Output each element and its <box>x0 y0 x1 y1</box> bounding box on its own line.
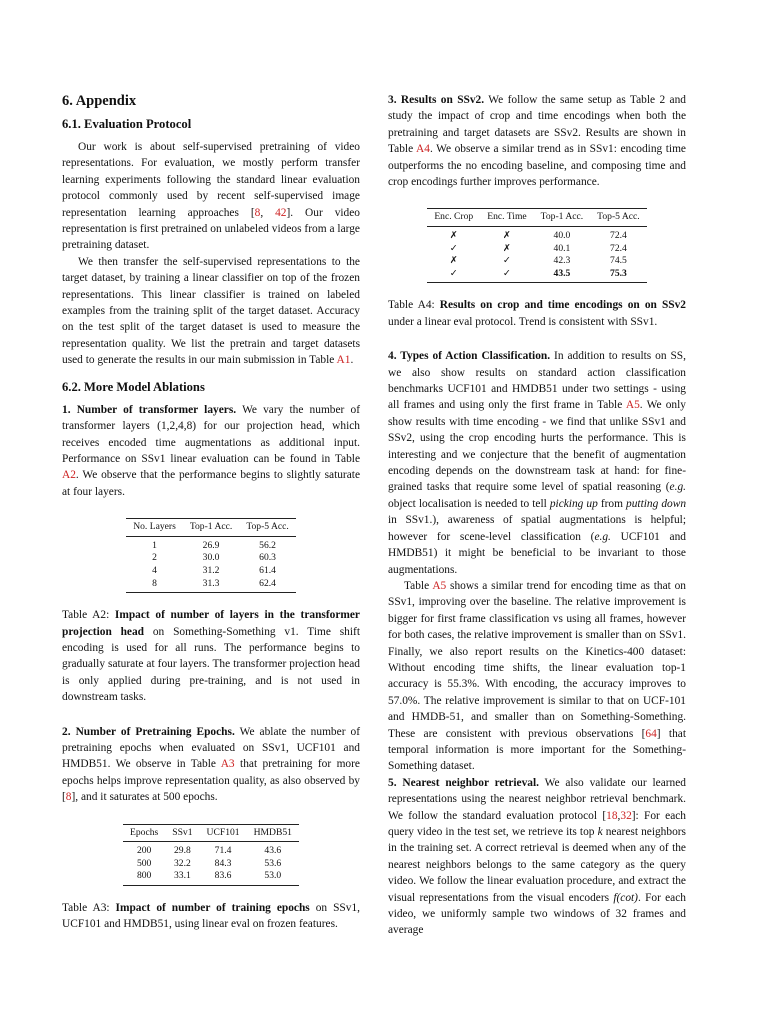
caption-table-a2: Table A2: Impact of number of layers in the transformer projection head on Something-Something v1. Time shift encoding is used for all runs. The performance begins to gradually saturate at four layers. The transformer projection head is only applied during pre-training, and is not used in downstream tasks. <box>62 609 360 704</box>
table-ref-link[interactable]: A4 <box>416 143 430 156</box>
table-a2 <box>126 518 296 593</box>
section-6-1-title: 6.1. Evaluation Protocol <box>62 117 192 131</box>
caption-table-a3: Table A3: Impact of number of training epochs on SSv1, UCF101 and HMDB51, using linear eval on frozen features. <box>62 901 360 931</box>
table-header: No. Layers <box>126 519 183 537</box>
table-header: Enc. Crop <box>427 209 480 227</box>
table-ref-link[interactable]: A5 <box>432 579 447 592</box>
left-column <box>62 92 360 933</box>
table-header: Top-1 Acc. <box>183 519 240 537</box>
table-row: ✗ ✓ 42.3 74.5 <box>449 255 627 267</box>
table-ref-link[interactable]: A5 <box>625 399 640 412</box>
caption-table-a4: Table A4: Results on crop and time encodings on on SSv2 under a linear eval protocol. Trend is consistent with SSv1. <box>388 299 686 328</box>
table-header: UCF101 <box>200 824 247 842</box>
table-row: 8 31.3 62.4 <box>126 578 296 593</box>
table-header: Top-1 Acc. <box>534 209 591 227</box>
table-ref-link[interactable]: A3 <box>220 758 235 771</box>
paragraph-eval-protocol-1: Our work is about self-supervised pretraining of video representations. For evaluation, we mostly perform transfer learning experiments following the standard linear evaluation protocol commonly used by recent self-supervised image representation learning approaches [8, 42]. Our video representation is first pretrained on unlabeled videos from a large pretraining dataset. <box>62 141 361 252</box>
citation-link[interactable]: 32 <box>620 809 632 822</box>
section-6-2-title: 6.2. More Model Ablations <box>62 379 205 394</box>
table-row: 800 33.1 83.6 53.0 <box>123 870 299 885</box>
table-ref-link[interactable]: A1 <box>336 354 351 367</box>
citation-link[interactable]: 8 <box>65 791 72 804</box>
right-column <box>388 92 686 939</box>
table-row: ✓ ✗ 40.1 72.4 <box>449 242 627 254</box>
citation-link[interactable]: 42 <box>275 206 287 219</box>
appendix-title: 6. Appendix <box>62 93 137 109</box>
table-row: 4 31.2 61.4 <box>152 564 276 576</box>
paragraph-table-a5-trend: Table A5 shows a similar trend for encoding time as that on SSv1, improving over the baseline. The relative improvement is bigger for first frame classification vs using all frames, however for both cases, the relative improvement is smaller than on SSv1. Finally, we also report results on the Kinetics-400 dataset: Without encoding time shifts, the linear evaluation top-1 accuracy is 55.3%. With encoding, the accuracy improves to 57.0%. The relative improvement is similar to that on UCF-101 and HMDB-51, and smaller than on Something-Something. These are consistent with previous observations [64] that temporal information is more important for the Something-Something dataset. <box>388 579 687 773</box>
citation-link[interactable]: 8 <box>254 206 261 219</box>
table-row: 2 30.0 60.3 <box>152 552 276 564</box>
paragraph-action-classification: 4. Types of Action Classification. In addition to results on SS, we also show results on standard action classification benchmarks UCF101 and HMDB51 under two settings - using all frames and using only the first frame in Table A5. We only show results with time encoding - we find that unlike SSv1 and SSv2, using the crop encoding hurts the performance. This is interesting and we conjecture that the benefit of augmentation encoding depends on the downstream task at hand: for fine-grained tasks that require some level of spatial reasoning (e.g. object localisation is needed to tell picking up from putting down in SSv1.), awareness of spatial augmentations is helpful; however for scene-level classification (e.g. UCF101 and HMDB51) it might be beneficial to be invariant to those augmentations. <box>388 350 687 576</box>
table-header: Top-5 Acc. <box>239 519 296 537</box>
table-header: HMDB51 <box>247 824 299 842</box>
table-row: 1 26.9 56.2 <box>152 539 276 551</box>
table-header: Top-5 Acc. <box>590 209 647 227</box>
paragraph-transformer-layers: 1. Number of transformer layers. We vary the number of transformer layers (1,2,4,8) for our projection head, which receives encoded time augmentations as additional input. Performance on SSv1 linear evaluation can be found in Table A2. We observe that the performance begins to slightly saturate at four layers. <box>62 403 360 498</box>
table-a4 <box>427 208 646 283</box>
citation-link[interactable]: 18 <box>606 809 618 822</box>
paragraph-eval-protocol-2: We then transfer the self-supervised representations to the target dataset, by training a linear classifier on top of the frozen representations. This linear classifier is trained on labeled examples from the training split of the target dataset. Accuracy on the test split of the target dataset is used to measure the representation quality. We list the pretrain and target datasets used to generate the results in our main submission in Table A1. <box>62 255 360 367</box>
paragraph-pretraining-epochs: 2. Number of Pretraining Epochs. We ablate the number of pretraining epochs when evaluated on SSv1, UCF101 and HMDB51. We observe in Table A3 that pretraining for more epochs helps improve representation quality, as also observed by [8], and it saturates at 500 epochs. <box>62 725 360 804</box>
citation-link[interactable]: 64 <box>645 727 657 740</box>
table-row: 200 29.8 71.4 43.6 <box>136 845 282 857</box>
table-header: Enc. Time <box>480 209 533 227</box>
table-a3 <box>123 824 299 886</box>
table-row: 500 32.2 84.3 53.6 <box>136 857 282 869</box>
table-row: ✓ ✓ 43.5 75.3 <box>427 268 646 283</box>
table-row: ✗ ✗ 40.0 72.4 <box>449 230 627 242</box>
paragraph-nearest-neighbor: 5. Nearest neighbor retrieval. We also validate our learned representations using the nearest neighbor retrieval benchmark. We follow the standard evaluation protocol [18,32]: For each query video in the test set, we retrieve its top k nearest neighbors in the training set. A correct retrieval is deemed when any of the nearest neighbors belongs to the same category as the query video. We follow the linear evaluation procedure, and extract the visual representations from the visual encoders f(cot). For each video, we uniformly sample two windows of 32 frames and average <box>388 776 687 937</box>
table-header: SSv1 <box>165 824 199 842</box>
paragraph-results-ssv2: 3. Results on SSv2. We follow the same setup as Table 2 and study the impact of crop and time encodings when both the pretraining and target datasets are SSv2. Results are shown in Table A4. We observe a similar trend as in SSv1: encoding time outperforms the no encoding baseline, and composing time and crop encodings further improves performance. <box>388 94 686 189</box>
table-ref-link[interactable]: A2 <box>62 469 76 482</box>
table-header: Epochs <box>123 824 165 842</box>
